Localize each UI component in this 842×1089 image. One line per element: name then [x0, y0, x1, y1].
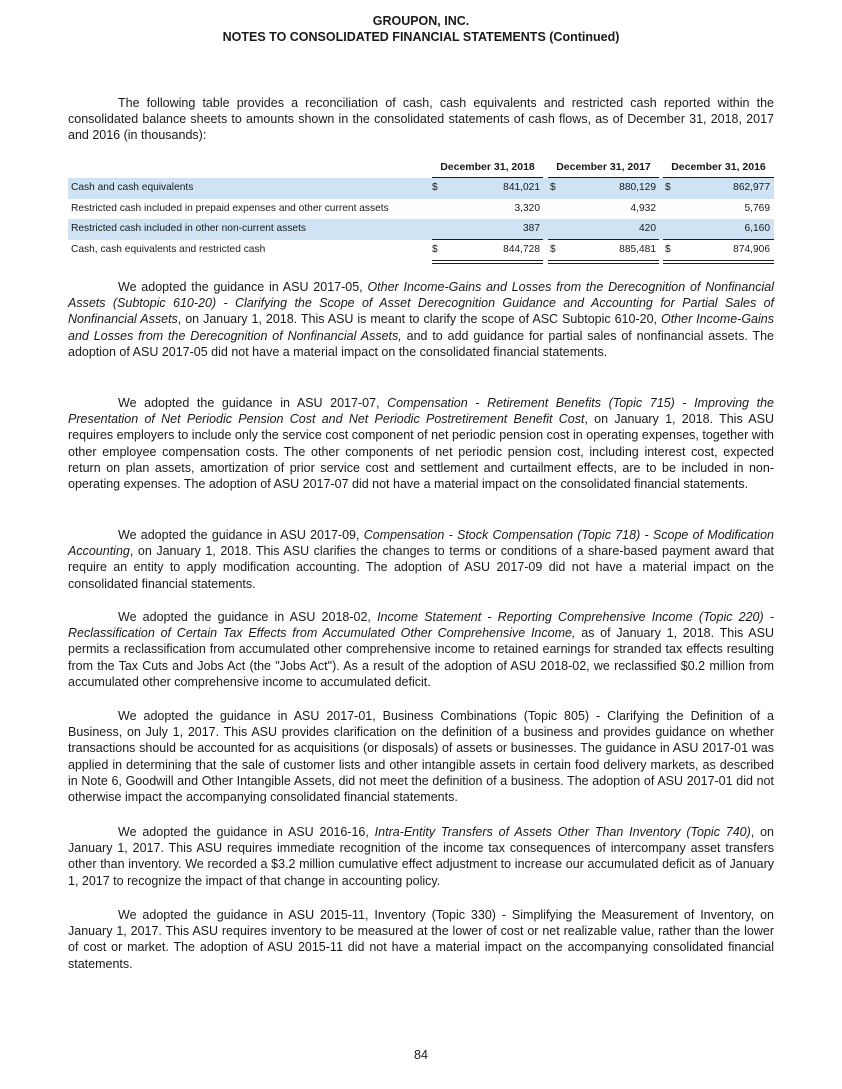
cell-value: 844,728	[503, 243, 540, 255]
currency-symbol: $	[550, 243, 556, 255]
row-label: Cash, cash equivalents and restricted cash	[71, 243, 266, 255]
paragraph-asu-2017-05: We adopted the guidance in ASU 2017-05, Other Income-Gains and Losses from the Derecognition of Nonfinancial Assets (Subtopic 610-20) - Clarifying the Scope of Asset Derecognition Guidance and Accounting for Partial Sales of Nonfinancial Assets, on January 1, 2018. This ASU is meant to clarify the scope of ASC Subtopic 610-20, Other Income-Gains and Losses from the Derecognition of Nonfinancial Assets, and to add guidance for partial sales of nonfinancial assets. The adoption of ASU 2017-05 did not have a material impact on the consolidated financial statements.	[68, 280, 774, 359]
paragraph-asu-2016-16: We adopted the guidance in ASU 2016-16, Intra-Entity Transfers of Assets Other Than Inventory (Topic 740), on January 1, 2017. This ASU requires immediate recognition of the income tax consequences of intercompany asset transfers other than inventory. We recorded a $3.2 million cumulative effect adjustment to increase our accumulated deficit as of January 1, 2017 to recognize the impact of that change in accounting policy.	[68, 825, 774, 888]
page-header	[0, 13, 842, 45]
table-header	[68, 158, 774, 178]
cell-value: 5,769	[744, 202, 770, 214]
cell-value: 3,320	[514, 202, 540, 214]
paragraph-asu-2018-02: We adopted the guidance in ASU 2018-02, Income Statement - Reporting Comprehensive Income (Topic 220) - Reclassification of Certain Tax Effects from Accumulated Other Comprehensive Income, as of January 1, 2018. This ASU permits a reclassification from accumulated other comprehensive income to retained earnings for stranded tax effects resulting from the Tax Cuts and Jobs Act (the "Jobs Act"). As a result of the adoption of ASU 2018-02, we reclassified $0.2 million from accumulated other comprehensive income to accumulated deficit.	[68, 610, 775, 689]
total-double-rule	[432, 260, 543, 261]
paragraph-asu-2017-01: We adopted the guidance in ASU 2017-01, Business Combinations (Topic 805) - Clarifying the Definition of a Business, on July 1, 2017. This ASU provides clarification on the definition of a business and provides guidance on whether transactions should be accounted for as acquisitions (or disposals) of assets or businesses. The guidance in ASU 2017-01 was applied in determining that the sale of customer lists and other intangible assets in certain food delivery markets, as described in Note 6, Goodwill and Other Intangible Assets, did not meet the definition of a business. The adoption of ASU 2017-01 did not otherwise impact the accompanying consolidated financial statements.	[68, 709, 774, 805]
cell-value: 841,021	[503, 182, 540, 193]
column-header-2016: December 31, 2016	[671, 161, 766, 173]
currency-symbol: $	[665, 243, 671, 255]
currency-symbol: $	[432, 182, 438, 193]
column-header-2017: December 31, 2017	[556, 161, 651, 173]
row-label: Restricted cash included in other non-current assets	[71, 223, 306, 234]
currency-symbol: $	[550, 182, 556, 193]
cell-value: 874,906	[733, 243, 770, 255]
table-row	[68, 219, 774, 240]
paragraph-asu-2015-11: We adopted the guidance in ASU 2015-11, Inventory (Topic 330) - Simplifying the Measurement of Inventory, on January 1, 2017. This ASU requires inventory to be measured at the lower of cost or net realizable value, rather than the lower of cost or market. The adoption of ASU 2015-11 did not have a material impact on the accompanying consolidated financial statements.	[68, 908, 774, 971]
row-label: Cash and cash equivalents	[71, 182, 194, 193]
column-header-2018: December 31, 2018	[440, 161, 535, 173]
cell-value: 880,129	[619, 182, 656, 193]
currency-symbol: $	[432, 243, 438, 255]
total-double-rule	[548, 260, 659, 261]
total-double-rule	[432, 263, 543, 264]
table-row	[68, 199, 774, 220]
row-label: Restricted cash included in prepaid expenses and other current assets	[71, 202, 389, 214]
cell-value: 420	[639, 223, 656, 234]
table-total-row	[68, 240, 774, 261]
currency-symbol: $	[665, 182, 671, 193]
page-number: 84	[414, 1048, 428, 1062]
intro-paragraph: The following table provides a reconciliation of cash, cash equivalents and restricted cash reported within the consolidated balance sheets to amounts shown in the consolidated statements of cash flows, as of December 31, 2018, 2017 and 2016 (in thousands):	[68, 96, 774, 143]
cash-reconciliation-table	[68, 158, 774, 260]
page-subtitle: NOTES TO CONSOLIDATED FINANCIAL STATEMENTS (Continued)	[222, 30, 620, 44]
company-name: GROUPON, INC.	[372, 14, 470, 28]
cell-value: 885,481	[619, 243, 656, 255]
paragraph-asu-2017-09: We adopted the guidance in ASU 2017-09, Compensation - Stock Compensation (Topic 718) - Scope of Modification Accounting, on January 1, 2018. This ASU clarifies the changes to terms or conditions of a share-based payment award that require an entity to apply modification accounting. The adoption of ASU 2017-09 did not have a material impact on the consolidated financial statements.	[68, 528, 774, 591]
cell-value: 862,977	[733, 182, 770, 193]
cell-value: 387	[523, 223, 540, 234]
table-row	[68, 178, 774, 199]
total-double-rule	[663, 263, 774, 264]
total-double-rule	[663, 260, 774, 261]
cell-value: 4,932	[630, 202, 656, 214]
cell-value: 6,160	[744, 223, 770, 234]
paragraph-asu-2017-07: We adopted the guidance in ASU 2017-07, Compensation - Retirement Benefits (Topic 715) - Improving the Presentation of Net Periodic Pension Cost and Net Periodic Postretirement Benefit Cost, on January 1, 2018. This ASU requires employers to include only the service cost component of net periodic pension cost in operating expenses, together with other employee compensation costs. The other components of net periodic pension cost, including interest cost, expected return on plan assets, amortization of prior service cost and settlement and curtailment effects, are to be included in non-operating expenses. The adoption of ASU 2017-07 did not have a material impact on the consolidated financial statements.	[68, 396, 774, 492]
total-double-rule	[548, 263, 659, 264]
